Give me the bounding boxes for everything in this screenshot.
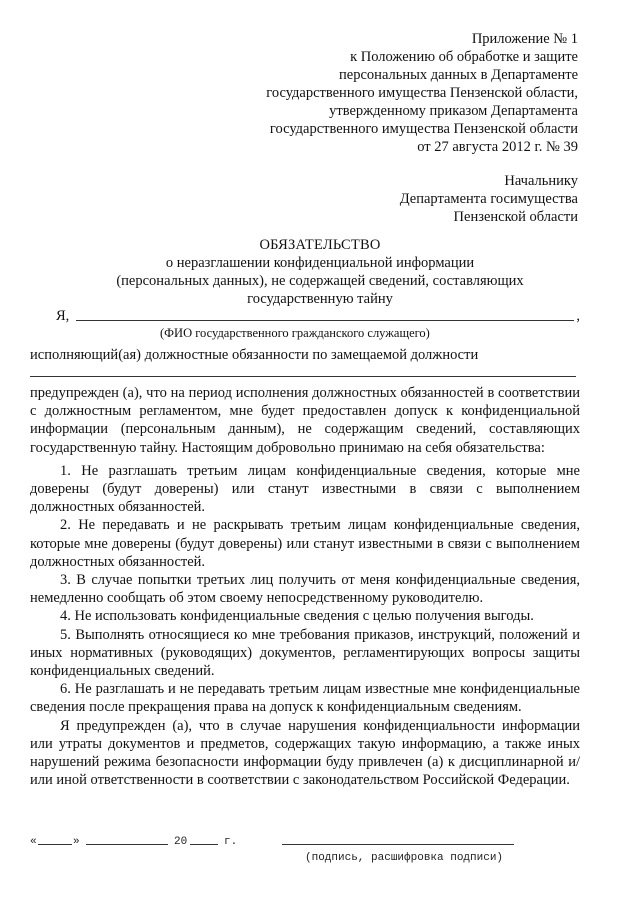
position-blank-line[interactable] [30,376,576,377]
appendix-line: государственного имущества Пензенской области [269,121,578,137]
obligation-body [30,384,580,789]
addressee-line: Пензенской области [453,209,578,225]
fio-suffix: , [576,308,580,324]
day-blank[interactable] [38,833,72,852]
document-subtitle-line: государственную тайну [247,291,393,307]
appendix-line: от 27 августа 2012 г. № 39 [417,139,578,155]
obligation-item: 4. Не использовать конфиденциальные сведения с целью получения выгоды. [60,608,534,625]
addressee-line: Начальнику [504,173,578,189]
appendix-line: персональных данных в Департаменте [339,67,578,83]
obligation-item: 2. Не передавать и не раскрывать третьим лицам конфиденциальные сведения, которые мне доверены (будут доверены) или станут известными в связи с выполнением должностных обязанностей. [30,517,580,570]
date-quote-open: « [30,836,37,848]
obligation-intro: предупрежден (а), что на период исполнения должностных обязанностей в соответствии с должностным регламентом, мне будет предоставлен допуск к конфиденциальной информации (персональным данным), не содержащим сведений, составляющих государственную тайну. Настоящим добровольно принимаю на себя обязательства: [30,385,580,456]
signature-caption: (подпись, расшифровка подписи) [305,852,504,864]
addressee-block [278,172,578,226]
obligation-item: 5. Выполнять относящиеся ко мне требования приказов, инструкций, положений и иных нормативных (руководящих) документов, регламентирующих вопросы защиты конфиденциальных сведений. [30,626,580,680]
signature-row [30,833,590,851]
duty-text: исполняющий(ая) должностные обязанности по замещаемой должности [30,347,479,363]
document-title-block [60,236,580,308]
appendix-line: к Положению об обработке и защите [350,49,578,65]
document-subtitle-line: (персональных данных), не содержащей сведений, составляющих [116,273,524,289]
year-blank[interactable] [190,833,218,852]
appendix-line: государственного имущества Пензенской области, [266,85,578,101]
month-blank[interactable] [86,833,168,852]
signature-blank[interactable] [282,833,514,852]
date-quote-close: » [73,836,80,848]
obligation-item: 3. В случае попытки третьих лиц получить от меня конфиденциальные сведения, немедленно сообщать об этом своему непосредственному руководителю. [30,572,580,607]
appendix-header [178,30,578,156]
addressee-line: Департамента госимущества [399,191,578,207]
appendix-line: Приложение № 1 [471,31,578,47]
fio-blank-line[interactable] [76,320,574,321]
appendix-line: утвержденному приказом Департамента [329,103,578,119]
obligation-item: 6. Не разглашать и не передавать третьим лицам известные мне конфиденциальные сведения после прекращения права на допуск к конфиденциальным сведениям. [30,681,580,716]
fio-row [56,307,580,325]
fio-prefix: Я, [56,308,70,324]
liability-warning: Я предупрежден (а), что в случае нарушения конфиденциальности информации или утраты документов и предметов, содержащих такую информацию, а также иных нарушений режима безопасности информации буду привлечен (а) к дисциплинарной и/или иной ответственности в соответствии с законодательством Российской Федерации. [30,717,580,789]
obligation-item: 1. Не разглашать третьим лицам конфиденциальные сведения, которые мне доверены (будут доверены) или станут известными в связи с выполнением должностных обязанностей. [30,462,580,516]
document-subtitle-line: о неразглашении конфиденциальной информации [165,255,475,271]
year-suffix: г. [224,836,238,848]
document-title: ОБЯЗАТЕЛЬСТВО [259,237,381,253]
year-prefix: 20 [174,836,188,848]
fio-caption: (ФИО государственного гражданского служащего) [160,326,430,340]
